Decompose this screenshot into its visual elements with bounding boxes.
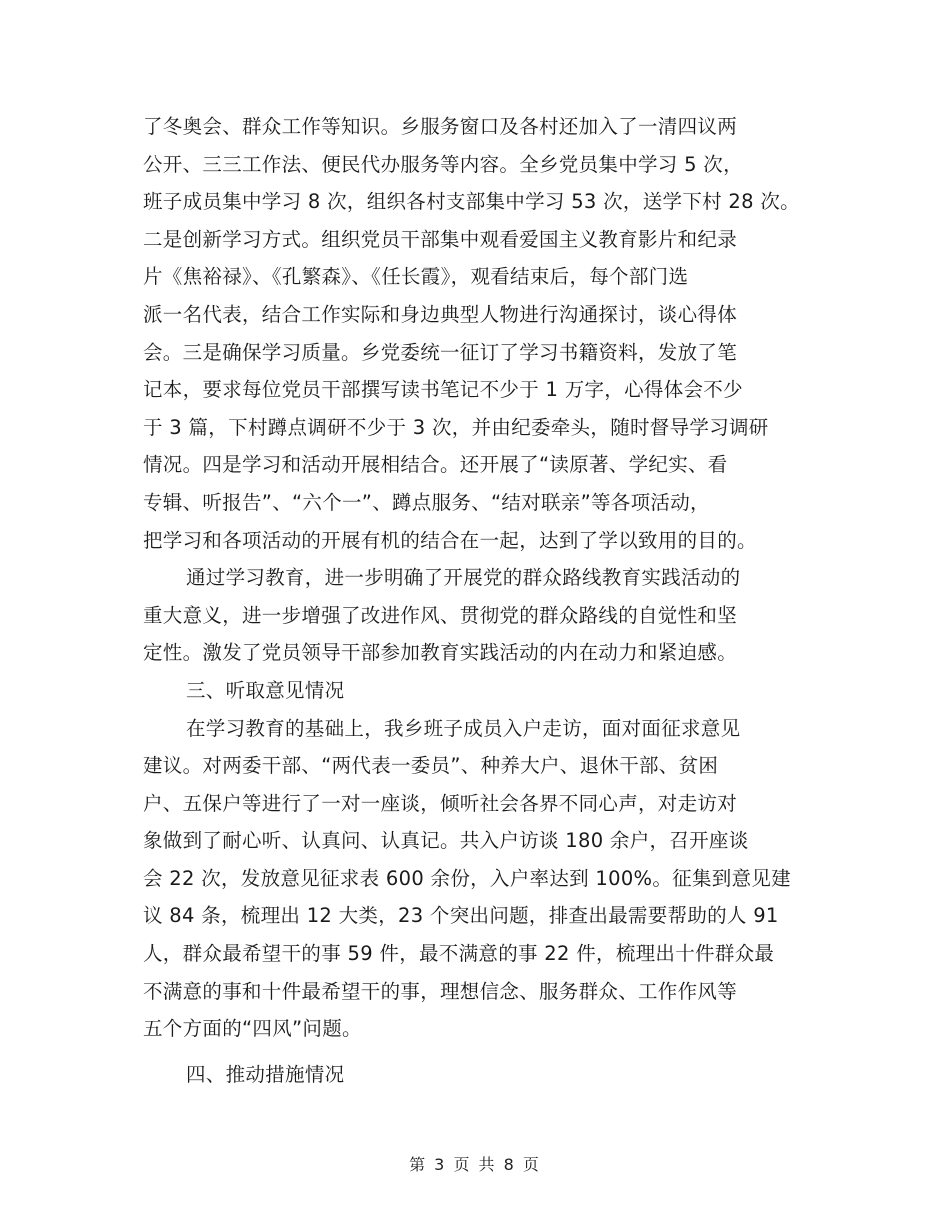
document-body <box>143 108 833 1093</box>
text-line: 班子成员集中学习 8 次，组织各村支部集中学习 53 次，送学下村 28 次。 <box>143 190 800 214</box>
text-line: 定性。激发了党员领导干部参加教育实践活动的内在动力和紧迫感。 <box>143 641 738 665</box>
section-heading: 三、听取意见情况 <box>186 678 345 702</box>
text-line: 议 84 条，梳理出 12 大类，23 个突出问题，排查出最需要帮助的人 91 <box>143 904 779 928</box>
section-heading: 四、推动措施情况 <box>186 1062 345 1086</box>
text-line: 不满意的事和十件最希望干的事，理想信念、服务群众、工作作风等 <box>143 979 738 1003</box>
text-line: 会。三是确保学习质量。乡党委统一征订了学习书籍资料，发放了笔 <box>143 340 738 364</box>
text-line: 户、五保户等进行了一对一座谈，倾听社会各界不同心声，对走访对 <box>143 791 738 815</box>
text-line: 派一名代表，结合工作实际和身边典型人物进行沟通探讨，谈心得体 <box>143 302 738 326</box>
text-line: 了冬奥会、群众工作等知识。乡服务窗口及各村还加入了一清四议两 <box>143 115 738 138</box>
page-footer: 第 3 页 共 8 页 <box>409 1155 541 1174</box>
text-line: 象做到了耐心听、认真问、认真记。共入户访谈 180 余户，召开座谈 <box>143 829 749 853</box>
text-line: 二是创新学习方式。组织党员干部集中观看爱国主义教育影片和纪录 <box>143 227 738 251</box>
text-line: 于 3 篇，下村蹲点调研不少于 3 次，并由纪委牵头，随时督导学习调研 <box>143 415 769 439</box>
section-spacer <box>143 1048 833 1056</box>
text-line: 记本，要求每位党员干部撰写读书笔记不少于 1 万字，心得体会不少 <box>143 378 743 402</box>
text-line: 通过学习教育，进一步明确了开展党的群众路线教育实践活动的 <box>186 566 741 590</box>
text-line: 人，群众最希望干的事 59 件，最不满意的事 22 件，梳理出十件群众最 <box>143 942 775 966</box>
text-line: 建议。对两委干部、“两代表一委员”、种养大户、退休干部、贫困 <box>143 754 719 778</box>
text-line: 情况。四是学习和活动开展相结合。还开展了“读原著、学纪实、看 <box>143 453 728 477</box>
text-line: 在学习教育的基础上，我乡班子成员入户走访，面对面征求意见 <box>186 716 741 740</box>
text-line: 片《焦裕禄》、《孔繁森》、《任长霞》，观看结束后，每个部门选 <box>143 265 689 289</box>
text-line: 重大意义，进一步增强了改进作风、贯彻党的群众路线的自觉性和坚 <box>143 603 738 627</box>
text-line: 会 22 次，发放意见征求表 600 余份，入户率达到 100%。征集到意见建 <box>143 866 791 890</box>
text-line: 公开、三三工作法、便民代办服务等内容。全乡党员集中学习 5 次， <box>143 152 743 176</box>
text-line: 把学习和各项活动的开展有机的结合在一起，达到了学以致用的目的。 <box>143 528 757 552</box>
text-line: 五个方面的“四风”问题。 <box>143 1017 362 1041</box>
text-line: 专辑、听报告”、“六个一”、蹲点服务、“结对联亲”等各项活动， <box>143 490 710 514</box>
